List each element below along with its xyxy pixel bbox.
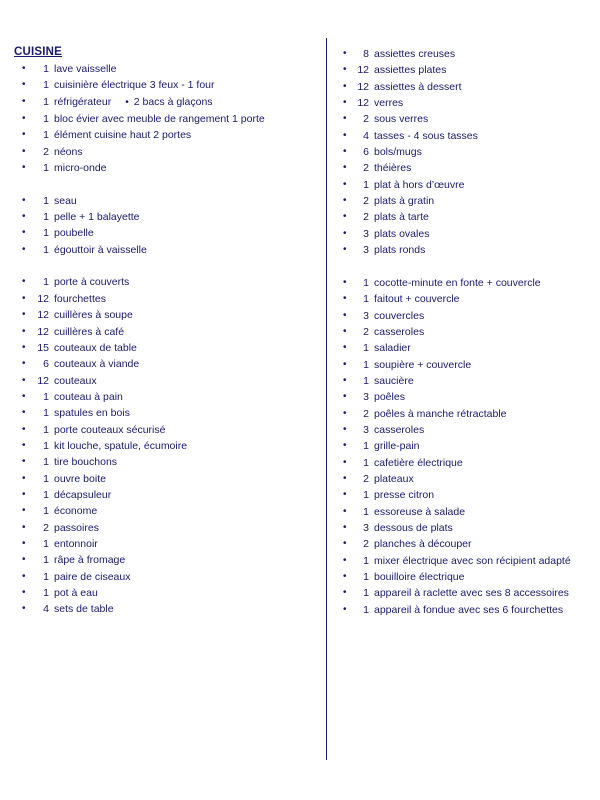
item-label: poubelle	[54, 227, 94, 240]
list-item	[14, 340, 314, 356]
item-label: cuillères à café	[54, 325, 125, 338]
list-item	[14, 307, 314, 323]
item-quantity: 1	[363, 178, 369, 191]
item-quantity: 3	[363, 423, 369, 436]
item-label: couteaux	[54, 374, 97, 387]
list-item	[336, 455, 592, 471]
item-label: sous verres	[374, 113, 429, 126]
bullet-icon: •	[22, 570, 26, 582]
item-label: pot à eau	[54, 587, 98, 599]
bullet-icon: •	[343, 505, 347, 517]
item-quantity: 2	[363, 407, 369, 420]
list-item	[336, 487, 592, 503]
item-quantity: 1	[43, 79, 49, 92]
bullet-icon: •	[22, 456, 26, 468]
item-label: assiettes plates	[374, 64, 447, 77]
item-quantity: 12	[357, 64, 369, 77]
list-item	[336, 46, 592, 62]
list-item	[14, 193, 314, 209]
page-title: CUISINE	[14, 46, 63, 58]
item-label: planches à découper	[374, 538, 472, 551]
item-quantity: 12	[37, 309, 49, 322]
bullet-icon: •	[343, 97, 347, 109]
list-item	[14, 274, 314, 290]
list-item	[336, 324, 592, 340]
list-item	[336, 193, 592, 209]
list-item	[336, 226, 592, 242]
list-item	[336, 144, 592, 160]
item-quantity: 1	[363, 505, 369, 518]
item-quantity: 1	[43, 472, 49, 485]
bullet-icon: •	[343, 521, 347, 533]
bullet-icon: •	[343, 195, 347, 207]
item-label: cuillères à soupe	[54, 309, 133, 322]
list-item	[14, 422, 314, 438]
bullet-icon: •	[343, 554, 347, 566]
list-item	[14, 405, 314, 421]
list-item	[14, 258, 314, 274]
item-quantity: 1	[43, 407, 49, 420]
item-quantity: 2	[43, 521, 49, 534]
bullet-icon: •	[343, 244, 347, 256]
item-quantity: 2	[363, 113, 369, 126]
item-label: presse citron	[374, 489, 435, 502]
list-item	[14, 242, 314, 258]
item-quantity: 3	[363, 309, 369, 322]
item-label: saucière	[374, 374, 414, 387]
bullet-icon: •	[22, 587, 26, 598]
item-label: ouvre boite	[54, 472, 106, 485]
list-item	[14, 225, 314, 241]
bullet-icon: •	[22, 145, 26, 157]
list-item	[336, 308, 592, 324]
bullet-icon: •	[22, 390, 26, 402]
item-quantity: 12	[357, 97, 369, 110]
item-quantity: 1	[363, 489, 369, 502]
item-quantity: 1	[43, 243, 49, 256]
bullet-icon: •	[343, 293, 347, 305]
right-column	[336, 46, 592, 618]
item-label: appareil à fondue avec ses 6 fourchettes	[374, 603, 564, 616]
item-quantity: 4	[363, 129, 369, 142]
bullet-icon: •	[22, 292, 26, 304]
list-item	[336, 79, 592, 95]
bullet-icon: •	[343, 440, 347, 452]
item-label: porte couteaux sécurisé	[54, 423, 166, 436]
item-quantity: 1	[43, 587, 49, 599]
list-item	[336, 373, 592, 389]
item-quantity: 2	[363, 211, 369, 224]
item-label: spatules en bois	[54, 407, 130, 420]
list-item	[14, 144, 314, 160]
bullet-icon: •	[22, 243, 26, 255]
item-label: tire bouchons	[54, 456, 118, 469]
item-quantity: 1	[43, 423, 49, 436]
item-label: poêles à manche rétractable	[374, 407, 507, 420]
item-quantity: 1	[43, 162, 49, 175]
item-quantity: 1	[363, 587, 369, 600]
item-quantity: 1	[43, 488, 49, 501]
item-label: soupière + couvercle	[374, 358, 472, 371]
list-item	[14, 454, 314, 470]
bullet-icon: •	[343, 162, 347, 174]
item-label: économe	[54, 505, 98, 518]
list-item	[14, 324, 314, 340]
bullet-icon: •	[22, 505, 26, 517]
item-quantity: 8	[363, 48, 369, 60]
list-item	[14, 111, 314, 127]
bullet-icon: •	[343, 129, 347, 141]
item-quantity: 1	[43, 439, 49, 452]
list-item	[336, 389, 592, 405]
item-label: dessous de plats	[374, 521, 453, 534]
item-quantity: 1	[363, 456, 369, 469]
list-item	[336, 62, 592, 78]
item-quantity: 1	[43, 211, 49, 224]
bullet-icon: •	[343, 146, 347, 158]
bullet-icon: •	[343, 472, 347, 484]
list-item	[14, 356, 314, 372]
item-quantity: 3	[363, 244, 369, 257]
item-label: poêles	[374, 391, 405, 404]
bullet-icon: •	[22, 341, 26, 353]
list-item	[14, 552, 314, 568]
bullet-icon: •	[343, 407, 347, 419]
item-quantity: 3	[363, 521, 369, 534]
bullet-icon: •	[22, 95, 26, 107]
list-item	[336, 340, 592, 356]
list-item	[14, 389, 314, 405]
list-item	[336, 406, 592, 422]
bullet-icon: •	[343, 423, 347, 435]
item-label: couteaux de table	[54, 341, 137, 354]
list-item	[336, 569, 592, 585]
item-quantity: 1	[363, 358, 369, 371]
bullet-icon: •	[343, 391, 347, 403]
list-item	[336, 553, 592, 569]
item-label: fourchettes	[54, 292, 106, 305]
item-label: plats à gratin	[374, 195, 435, 208]
item-quantity: 12	[37, 374, 49, 387]
item-quantity: 12	[37, 325, 49, 338]
item-label: plateaux	[374, 472, 414, 485]
list-item	[336, 258, 592, 274]
item-label: cocotte-minute en fonte + couvercle	[374, 276, 541, 289]
item-quantity: 2	[363, 162, 369, 175]
bullet-icon: •	[343, 358, 347, 370]
bullet-icon: •	[343, 309, 347, 321]
item-quantity: 1	[43, 63, 49, 75]
item-label: passoires	[54, 521, 99, 534]
item-label: couteau à pain	[54, 390, 123, 403]
bullet-icon: •	[343, 571, 347, 582]
item-label: égouttoir à vaisselle	[54, 243, 147, 256]
list-item	[336, 242, 592, 258]
item-label: micro-onde	[54, 162, 107, 175]
item-label: appareil à raclette avec ses 8 accessoires	[374, 587, 569, 600]
item-label: assiettes à dessert	[374, 80, 462, 93]
bullet-icon: •	[343, 489, 347, 501]
item-quantity: 1	[43, 456, 49, 469]
bullet-icon: •	[22, 309, 26, 321]
bullet-icon: •	[343, 64, 347, 76]
list-item	[14, 487, 314, 503]
bullet-icon: •	[22, 162, 26, 174]
item-quantity: 4	[43, 603, 49, 616]
item-label: bloc évier avec meuble de rangement 1 porte	[54, 113, 265, 126]
bullet-icon: •	[22, 79, 26, 91]
item-sub-entry	[125, 96, 212, 108]
item-label: plat à hors d’œuvre	[374, 178, 465, 191]
item-label: verres	[374, 97, 404, 110]
list-item	[336, 471, 592, 487]
list-item	[336, 602, 592, 618]
item-quantity: 3	[363, 391, 369, 404]
bullet-icon: •	[343, 603, 347, 615]
list-item	[14, 61, 314, 77]
item-quantity: 1	[363, 276, 369, 289]
item-label: théières	[374, 162, 412, 175]
list-item	[336, 209, 592, 225]
bullet-icon: •	[22, 325, 26, 337]
bullet-icon: •	[22, 276, 26, 288]
item-label: saladier	[374, 342, 411, 355]
bullet-icon: •	[22, 423, 26, 435]
bullet-icon: •	[22, 439, 26, 451]
bullet-icon: •	[343, 227, 347, 239]
list-item	[336, 357, 592, 373]
bullet-icon: •	[343, 456, 347, 468]
list-item	[14, 209, 314, 225]
bullet-icon: •	[343, 113, 347, 125]
list-item	[336, 585, 592, 601]
item-quantity: 1	[43, 113, 49, 126]
bullet-icon: •	[22, 227, 26, 239]
list-item	[14, 585, 314, 601]
list-item	[14, 536, 314, 552]
item-quantity: 1	[43, 390, 49, 403]
inventory-list-right	[336, 46, 592, 618]
list-item	[14, 77, 314, 93]
item-quantity: 6	[363, 146, 369, 159]
item-quantity: 2	[363, 472, 369, 485]
item-quantity: 1	[363, 571, 369, 583]
item-quantity: 1	[363, 603, 369, 616]
bullet-icon: •	[22, 407, 26, 419]
item-quantity: 2	[43, 145, 49, 158]
list-item	[336, 128, 592, 144]
list-item	[336, 95, 592, 111]
item-quantity: 12	[357, 80, 369, 93]
list-item	[336, 111, 592, 127]
list-item	[14, 601, 314, 617]
item-label: néons	[54, 145, 83, 158]
item-label: sets de table	[54, 603, 114, 616]
item-label: seau	[54, 194, 77, 207]
bullet-icon: •	[22, 472, 26, 484]
list-item	[336, 520, 592, 536]
bullet-icon: •	[343, 211, 347, 223]
item-label: plats à tarte	[374, 211, 429, 224]
bullet-icon: •	[22, 554, 26, 566]
item-quantity: 1	[43, 95, 49, 108]
item-quantity: 1	[43, 570, 49, 583]
item-label: essoreuse à salade	[374, 505, 466, 518]
bullet-icon: •	[22, 63, 26, 74]
item-quantity: 1	[43, 505, 49, 518]
list-item	[336, 536, 592, 552]
list-item	[336, 422, 592, 438]
item-label: couvercles	[374, 309, 425, 322]
list-item	[336, 291, 592, 307]
item-quantity: 1	[43, 227, 49, 240]
bullet-icon: •	[343, 374, 347, 386]
bullet-icon: •	[343, 178, 347, 190]
item-quantity: 1	[43, 194, 49, 207]
list-item	[14, 503, 314, 519]
bullet-icon: •	[22, 113, 26, 125]
item-label: réfrigérateur	[54, 95, 112, 108]
item-label: paire de ciseaux	[54, 570, 131, 583]
list-item	[14, 373, 314, 389]
item-label: pelle + 1 balayette	[54, 211, 140, 224]
item-quantity: 2	[363, 325, 369, 338]
item-label: entonnoir	[54, 537, 98, 550]
item-label: kit louche, spatule, écumoire	[54, 439, 188, 452]
bullet-icon: •	[343, 48, 347, 59]
item-label: bouilloire électrique	[374, 571, 465, 583]
item-label: élément cuisine haut 2 portes	[54, 129, 192, 142]
bullet-icon: •	[22, 129, 26, 141]
item-label: couteaux à viande	[54, 358, 140, 371]
column-divider	[326, 38, 327, 760]
list-item	[336, 177, 592, 193]
item-quantity: 15	[37, 341, 49, 354]
bullet-icon: •	[22, 194, 26, 206]
item-label: râpe à fromage	[54, 554, 126, 567]
item-label: grille-pain	[374, 440, 420, 453]
item-label: cuisinière électrique 3 feux - 1 four	[54, 79, 215, 92]
bullet-icon: •	[22, 358, 26, 370]
bullet-icon: •	[343, 80, 347, 92]
list-item	[14, 291, 314, 307]
item-label: bols/mugs	[374, 146, 422, 159]
list-item	[14, 176, 314, 192]
list-item	[14, 127, 314, 143]
bullet-icon: •	[343, 342, 347, 354]
item-label: porte à couverts	[54, 276, 130, 289]
item-quantity: 1	[363, 293, 369, 306]
item-quantity: 2	[363, 195, 369, 208]
bullet-icon: •	[343, 276, 347, 288]
list-item	[14, 471, 314, 487]
bullet-icon: •	[343, 325, 347, 337]
item-quantity: 1	[43, 537, 49, 550]
item-quantity: 1	[363, 374, 369, 387]
list-item	[14, 438, 314, 454]
item-label: plats ronds	[374, 244, 426, 257]
item-quantity: 1	[43, 276, 49, 289]
item-sub-quantity: 2	[133, 95, 143, 108]
item-quantity: 1	[363, 554, 369, 567]
bullet-icon: •	[22, 521, 26, 533]
item-label: tasses - 4 sous tasses	[374, 129, 478, 142]
item-quantity: 6	[43, 358, 49, 371]
item-quantity: 3	[363, 227, 369, 240]
item-label: mixer électrique avec son récipient adapté	[374, 554, 571, 567]
item-label: lave vaisselle	[54, 63, 117, 75]
item-label: assiettes creuses	[374, 48, 456, 60]
bullet-icon: •	[22, 374, 26, 386]
item-label: plats ovales	[374, 227, 430, 240]
inventory-list-left	[14, 61, 314, 618]
item-quantity: 12	[37, 292, 49, 305]
item-quantity: 1	[363, 342, 369, 355]
left-column	[14, 46, 314, 618]
list-item	[336, 438, 592, 454]
list-item	[14, 160, 314, 176]
item-quantity: 1	[43, 554, 49, 567]
item-quantity: 1	[43, 129, 49, 142]
item-quantity: 2	[363, 538, 369, 551]
bullet-icon: •	[343, 587, 347, 599]
bullet-icon: •	[22, 603, 26, 615]
item-label: casseroles	[374, 325, 425, 338]
list-item	[336, 504, 592, 520]
bullet-icon: •	[22, 211, 26, 223]
bullet-icon: •	[22, 488, 26, 500]
item-label: décapsuleur	[54, 488, 112, 501]
bullet-icon: •	[22, 537, 26, 549]
bullet-icon: •	[125, 96, 129, 108]
item-sub-label: bacs à glaçons	[142, 95, 213, 108]
bullet-icon: •	[343, 538, 347, 550]
list-item	[14, 520, 314, 536]
item-label: cafetière électrique	[374, 456, 463, 469]
item-label: faitout + couvercle	[374, 293, 460, 306]
item-quantity: 1	[363, 440, 369, 453]
list-item	[336, 160, 592, 176]
list-item	[336, 275, 592, 291]
list-item	[14, 94, 314, 111]
list-item	[14, 569, 314, 585]
item-label: casseroles	[374, 423, 425, 436]
